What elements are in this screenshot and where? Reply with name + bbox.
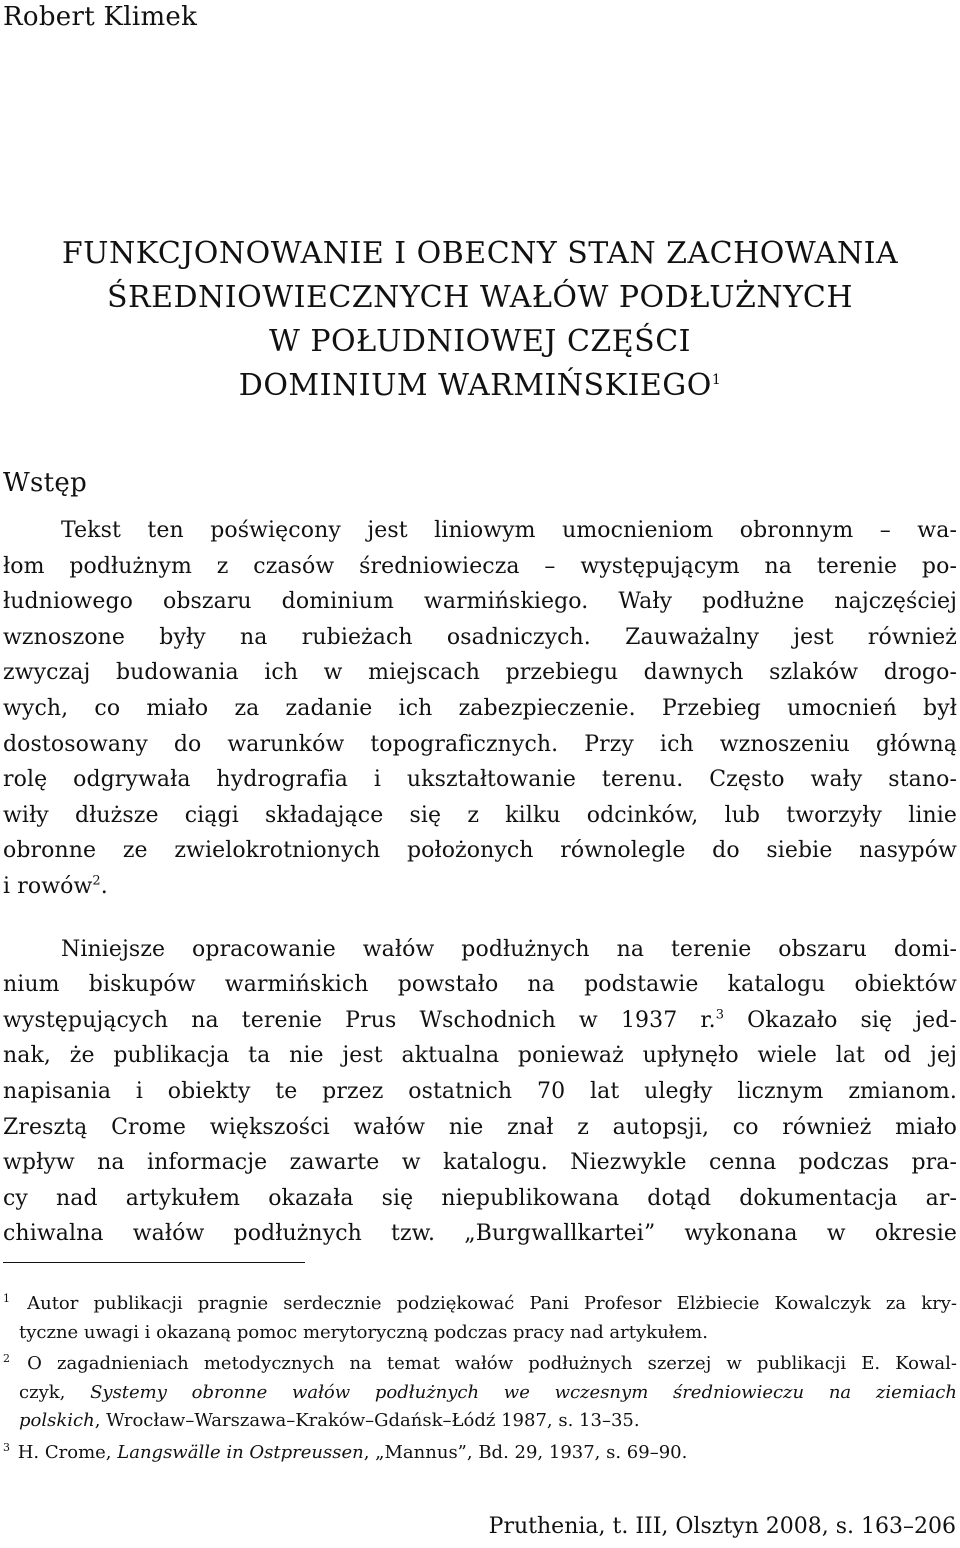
footnote-title-italic: Systemy obronne wałów podłużnych we wczesnym średniowieczu na ziemiach — [90, 1381, 957, 1403]
paragraph-1 — [3, 513, 957, 905]
footnote-line: tyczne uwagi i okazaną pomoc merytoryczną podczas pracy nad artykułem. — [19, 1321, 708, 1343]
text-fragment: występujących na terenie Prus Wschodnich w 1937 r. — [3, 1007, 716, 1033]
text-line: zwyczaj budowania ich w miejscach przebiegu dawnych szlaków drogo- — [3, 660, 957, 686]
body-text — [3, 513, 957, 1252]
text-line: cy nad artykułem okazała się niepublikowana dotąd dokumentacja ar- — [3, 1185, 957, 1211]
article-title — [0, 232, 960, 408]
text-line: nium biskupów warmińskich powstało na podstawie katalogu obiektów — [3, 972, 957, 998]
footnote-text: czyk, — [19, 1381, 91, 1403]
footnotes — [3, 1290, 957, 1470]
title-line-text: DOMINIUM WARMIŃSKIEGO — [238, 368, 712, 403]
footnote-text: O zagadnieniach metodycznych na temat wałów podłużnych szerzej w publikacji E. Kowal- — [27, 1353, 957, 1374]
footnote-2 — [3, 1350, 957, 1436]
footnote-text: , „Mannus”, Bd. 29, 1937, s. 69–90. — [363, 1441, 688, 1463]
footnote-line — [3, 1379, 957, 1408]
text-line: wznoszone były na rubieżach osadniczych. Zauważalny jest również — [3, 624, 957, 650]
text-line: wpływ na informacje zawarte w katalogu. Niezwykle cenna podczas pra- — [3, 1150, 957, 1176]
text-line: Tekst ten poświęcony jest liniowym umocnieniom obronnym – wa- — [61, 518, 957, 543]
footnote-3 — [3, 1439, 957, 1468]
text-line — [3, 1003, 957, 1039]
journal-reference: Pruthenia, t. III, Olsztyn 2008, s. 163–206 — [488, 1514, 956, 1539]
footnote-mark: 2 — [3, 1352, 10, 1365]
text-line: wiły dłuższe ciągi składające się z kilku odcinków, lub tworzyły linie — [3, 802, 957, 828]
title-line: ŚREDNIOWIECZNYCH WAŁÓW PODŁUŻNYCH — [106, 280, 854, 315]
text-line: łom podłużnym z czasów średniowiecza – występującym na terenie po- — [3, 553, 957, 579]
footnote-separator — [3, 1262, 305, 1263]
text-fragment: i rowów — [3, 873, 93, 899]
text-line: napisania i obiekty te przez ostatnich 70 lat uległy licznym zmianom. — [3, 1078, 957, 1104]
section-heading: Wstęp — [3, 468, 88, 498]
footnote-title-italic: Langswälle in Ostpreussen — [117, 1441, 364, 1463]
text-line: Niniejsze opracowanie wałów podłużnych na terenie obszaru domi- — [61, 936, 957, 962]
footnote-ref-2[interactable]: 2 — [92, 873, 101, 889]
text-line: chiwalna wałów podłużnych tzw. „Burgwallkartei” wykonana w okresie — [3, 1221, 957, 1247]
text-line: łudniowego obszaru dominium warmińskiego. Wały podłużne najczęściej — [3, 589, 957, 615]
footnote-ref-1[interactable]: 1 — [711, 372, 722, 388]
text-fragment: . — [100, 873, 108, 899]
footnote-line — [3, 1350, 957, 1379]
footnote-line — [3, 1290, 957, 1319]
footnote-1 — [3, 1290, 957, 1347]
text-fragment: Okazało się jed- — [724, 1007, 958, 1033]
footnote-ref-3[interactable]: 3 — [715, 1007, 725, 1023]
title-line — [0, 364, 960, 408]
footnote-text: H. Crome, — [17, 1441, 118, 1463]
footnote-mark: 3 — [3, 1440, 10, 1454]
footnote-mark: 1 — [3, 1292, 10, 1305]
text-line: dostosowany do warunków topograficznych. Przy ich wznoszeniu główną — [3, 731, 957, 757]
text-line: rolę odgrywała hydrografia i ukształtowanie terenu. Często wały stano- — [3, 767, 957, 793]
paragraph-2 — [3, 932, 957, 1252]
text-line: nak, że publikacja ta nie jest aktualna ponieważ upłynęło wiele lat od jej — [3, 1043, 957, 1069]
footnote-text: Autor publikacji pragnie serdecznie podziękować Pani Profesor Elżbiecie Kowalczyk za kry- — [27, 1293, 957, 1314]
text-line: Zresztą Crome większości wałów nie znał z autopsji, co również miało — [3, 1114, 957, 1140]
title-line: W POŁUDNIOWEJ CZĘŚCI — [268, 324, 692, 359]
author-name: Robert Klimek — [3, 2, 198, 32]
footnote-title-italic: polskich — [19, 1410, 95, 1431]
footnote-line — [3, 1439, 957, 1468]
text-line: wych, co miało za zadanie ich zabezpieczenie. Przebieg umocnień był — [3, 695, 957, 721]
footnote-text: , Wrocław–Warszawa–Kraków–Gdańsk–Łódź 1987, s. 13–35. — [94, 1410, 640, 1431]
title-line: FUNKCJONOWANIE I OBECNY STAN ZACHOWANIA — [61, 236, 899, 271]
text-line — [3, 869, 957, 905]
text-line: obronne ze zwielokrotnionych położonych równolegle do siebie nasypów — [3, 838, 957, 864]
footnote-line — [3, 1407, 957, 1436]
